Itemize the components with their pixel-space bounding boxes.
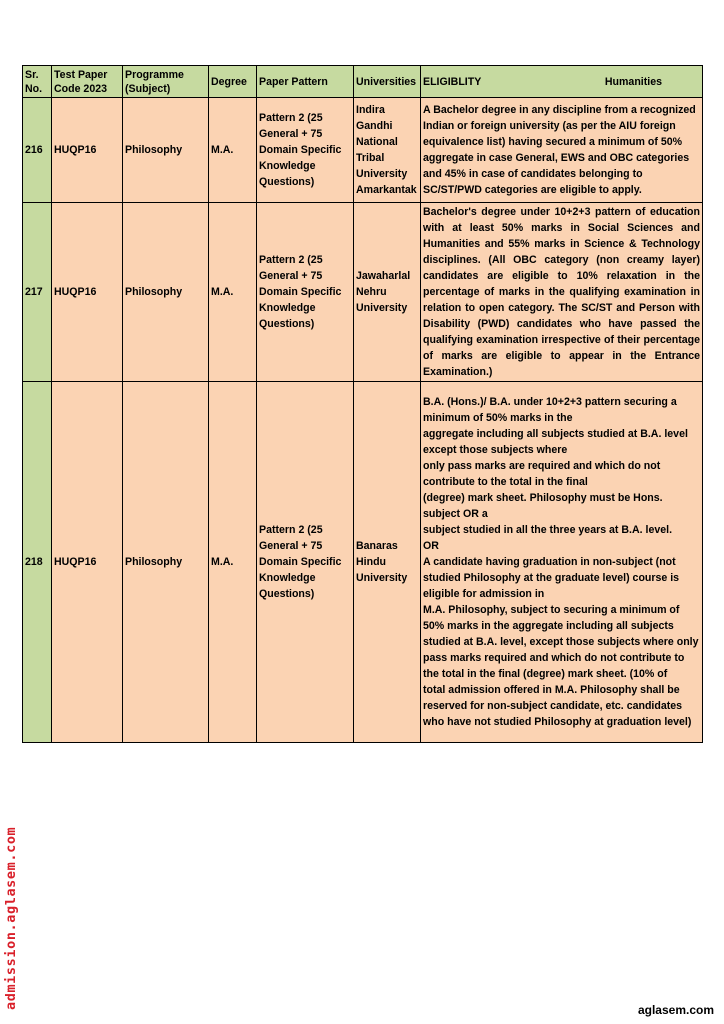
row-degree: M.A. [209,98,257,203]
row-programme: Philosophy [123,382,209,743]
row-pattern: Pattern 2 (25 General + 75 Domain Specific Knowledge Questions) [257,203,354,382]
header-university: Universities [354,66,421,98]
row-university: Banaras Hindu University [354,382,421,743]
header-degree: Degree [209,66,257,98]
header-humanities-label: Humanities [604,75,662,88]
row-code: HUQP16 [52,203,123,382]
watermark-right: aglasem.com [637,1003,714,1017]
row-university: Indira Gandhi National Tribal University Amarkantak [354,98,421,203]
watermark-left: admission.aglasem.com [3,826,19,1010]
eligibility-table [22,65,703,743]
table-row [23,203,703,382]
row-eligibility: Bachelor's degree under 10+2+3 pattern of education with at least 50% marks in Social Sciences and Humanities and 55% marks in Science & Technology disciplines. (All OBC category (non creamy layer) candidates are eligible to 10% relaxation in the percentage of marks in the qualifying examination in relation to open category. The SC/ST and Person with Disability (PWD) candidates who have passed the qualifying examination irrespective of their percentage of marks are eligible to appear in the Entrance Examination.) [421,203,703,382]
row-degree: M.A. [209,382,257,743]
row-sr: 217 [23,203,52,382]
row-pattern: Pattern 2 (25 General + 75 Domain Specific Knowledge Questions) [257,98,354,203]
header-code: Test Paper Code 2023 [52,66,123,98]
row-programme: Philosophy [123,203,209,382]
header-eligibility [421,66,703,98]
row-pattern: Pattern 2 (25 General + 75 Domain Specific Knowledge Questions) [257,382,354,743]
row-code: HUQP16 [52,98,123,203]
row-eligibility: A Bachelor degree in any discipline from a recognized Indian or foreign university (as per the AIU foreign equivalence list) having secured a minimum of 50% aggregate in case General, EWS and OBC categories and 45% in case of candidates belonging to SC/ST/PWD categories are eligible to apply. [421,98,703,203]
header-row [23,66,703,98]
table-row [23,98,703,203]
table-row [23,382,703,743]
row-code: HUQP16 [52,382,123,743]
row-university: Jawaharlal Nehru University [354,203,421,382]
row-sr: 216 [23,98,52,203]
header-pattern: Paper Pattern [257,66,354,98]
row-eligibility: B.A. (Hons.)/ B.A. under 10+2+3 pattern securing a minimum of 50% marks in the aggregate including all subjects studied at B.A. level except those subjects where only pass marks are required and which do not contribute to the total in the final (degree) mark sheet. Philosophy must be Hons. subject OR a subject studied in all the three years at B.A. level. OR A candidate having graduation in non-subject (not studied Philosophy at the graduate level) course is eligible for admission in M.A. Philosophy, subject to securing a minimum of 50% marks in the aggregate including all subjects studied at B.A. level, except those subjects where only pass marks required and which do not contribute to the total in the final (degree) mark sheet. (10% of total admission offered in M.A. Philosophy shall be reserved for non-subject candidate, etc. candidates who have not studied Philosophy at graduation level) [421,382,703,743]
header-programme: Programme (Subject) [123,66,209,98]
header-sr: Sr. No. [23,66,52,98]
row-programme: Philosophy [123,98,209,203]
row-degree: M.A. [209,203,257,382]
header-eligibility-label: ELIGIBLITY [423,75,482,88]
row-sr: 218 [23,382,52,743]
